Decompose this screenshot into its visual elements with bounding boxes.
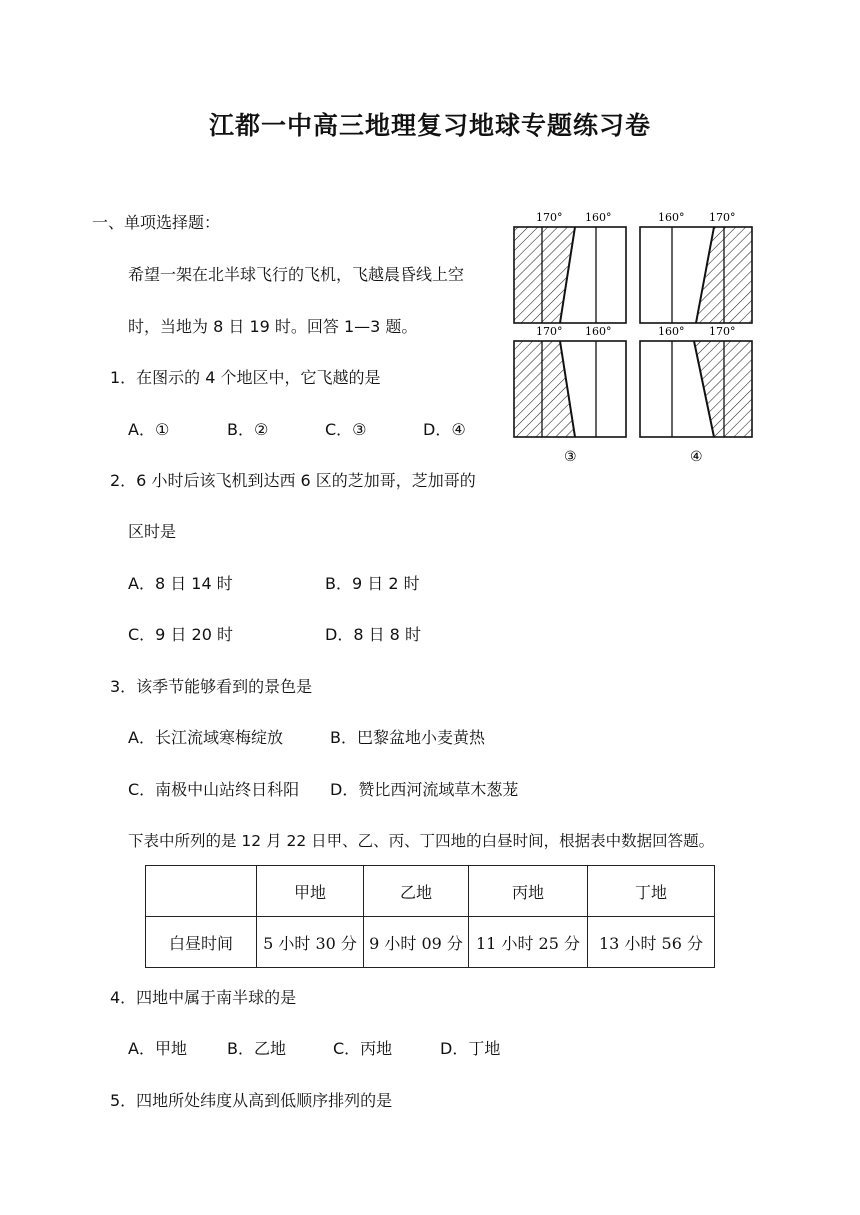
page-title: 江都一中高三地理复习地球专题练习卷	[208, 111, 651, 140]
daylight-zone-figure	[508, 207, 758, 469]
panel-3-night-area	[514, 341, 575, 437]
panel-1-night-area	[514, 227, 575, 323]
panel-2-label-right: 170°	[709, 211, 736, 224]
panel-2-label-left: 160°	[658, 211, 685, 224]
table-cell: 9 小时 09 分	[364, 917, 469, 968]
table-header-row	[146, 866, 715, 917]
table-cell: 11 小时 25 分	[469, 917, 588, 968]
table-header-cell: 乙地	[364, 866, 469, 917]
panel-4-label-left: 160°	[658, 325, 685, 338]
table-row	[146, 917, 715, 968]
table-cell: 5 小时 30 分	[257, 917, 364, 968]
question-4-option-a: A．甲地	[128, 1039, 187, 1058]
panel-4-night-area	[694, 341, 752, 437]
question-5-stem: 5．四地所处纬度从高到低顺序排列的是	[110, 1091, 393, 1110]
question-1-stem: 1．在图示的 4 个地区中，它飞越的是	[110, 368, 381, 387]
table-header-cell: 丁地	[588, 866, 715, 917]
table-intro: 下表中所列的是 12 月 22 日甲、乙、丙、丁四地的白昼时间，根据表中数据回答题。	[128, 832, 715, 850]
question-2-option-c: C．9 日 20 时	[128, 625, 233, 644]
figure-panel-1	[514, 211, 626, 323]
question-2-option-b: B．9 日 2 时	[325, 574, 420, 593]
question-3-stem: 3．该季节能够看到的景色是	[110, 677, 313, 696]
question-3-option-b: B．巴黎盆地小麦黄热	[330, 728, 485, 747]
question-1-option-d: D．④	[423, 420, 466, 439]
question-1-option-a: A．①	[128, 420, 170, 439]
panel-1-label-left: 170°	[536, 211, 563, 224]
question-2-option-a: A．8 日 14 时	[128, 574, 233, 593]
question-3-option-c: C．南极中山站终日科阳	[128, 780, 300, 799]
table-header-cell: 丙地	[469, 866, 588, 917]
figure-panel-3	[514, 325, 626, 465]
daylight-table	[145, 865, 715, 968]
section-heading: 一、单项选择题：	[92, 213, 221, 232]
question-4-stem: 4．四地中属于南半球的是	[110, 988, 297, 1007]
question-2-stem-line-1: 2．6 小时后该飞机到达西 6 区的芝加哥，芝加哥的	[110, 471, 476, 490]
panel-3-marker: ③	[564, 449, 577, 465]
intro-line-1: 希望一架在北半球飞行的飞机，飞越晨昏线上空	[128, 265, 465, 284]
question-2-stem-line-2: 区时是	[128, 522, 177, 541]
question-1-option-b: B．②	[227, 420, 269, 439]
figure-panel-4	[640, 325, 752, 465]
table-cell: 13 小时 56 分	[588, 917, 715, 968]
panel-3-label-left: 170°	[536, 325, 563, 338]
panel-4-label-right: 170°	[709, 325, 736, 338]
panel-1-label-right: 160°	[585, 211, 612, 224]
intro-line-2: 时，当地为 8 日 19 时。回答 1—3 题。	[128, 317, 418, 336]
question-4-option-d: D．丁地	[440, 1039, 501, 1058]
panel-4-marker: ④	[690, 449, 703, 465]
table-header-cell	[146, 866, 257, 917]
question-4-option-c: C．丙地	[333, 1039, 393, 1058]
table-header-cell: 甲地	[257, 866, 364, 917]
figure-panel-2	[640, 211, 752, 323]
question-4-option-b: B．乙地	[227, 1039, 286, 1058]
table-row-label: 白昼时间	[146, 917, 257, 968]
question-3-option-d: D．赞比西河流域草木葱茏	[330, 780, 519, 799]
panel-3-label-right: 160°	[585, 325, 612, 338]
question-2-option-d: D．8 日 8 时	[325, 625, 421, 644]
question-3-option-a: A．长江流域寒梅绽放	[128, 728, 283, 747]
question-1-option-c: C．③	[325, 420, 367, 439]
